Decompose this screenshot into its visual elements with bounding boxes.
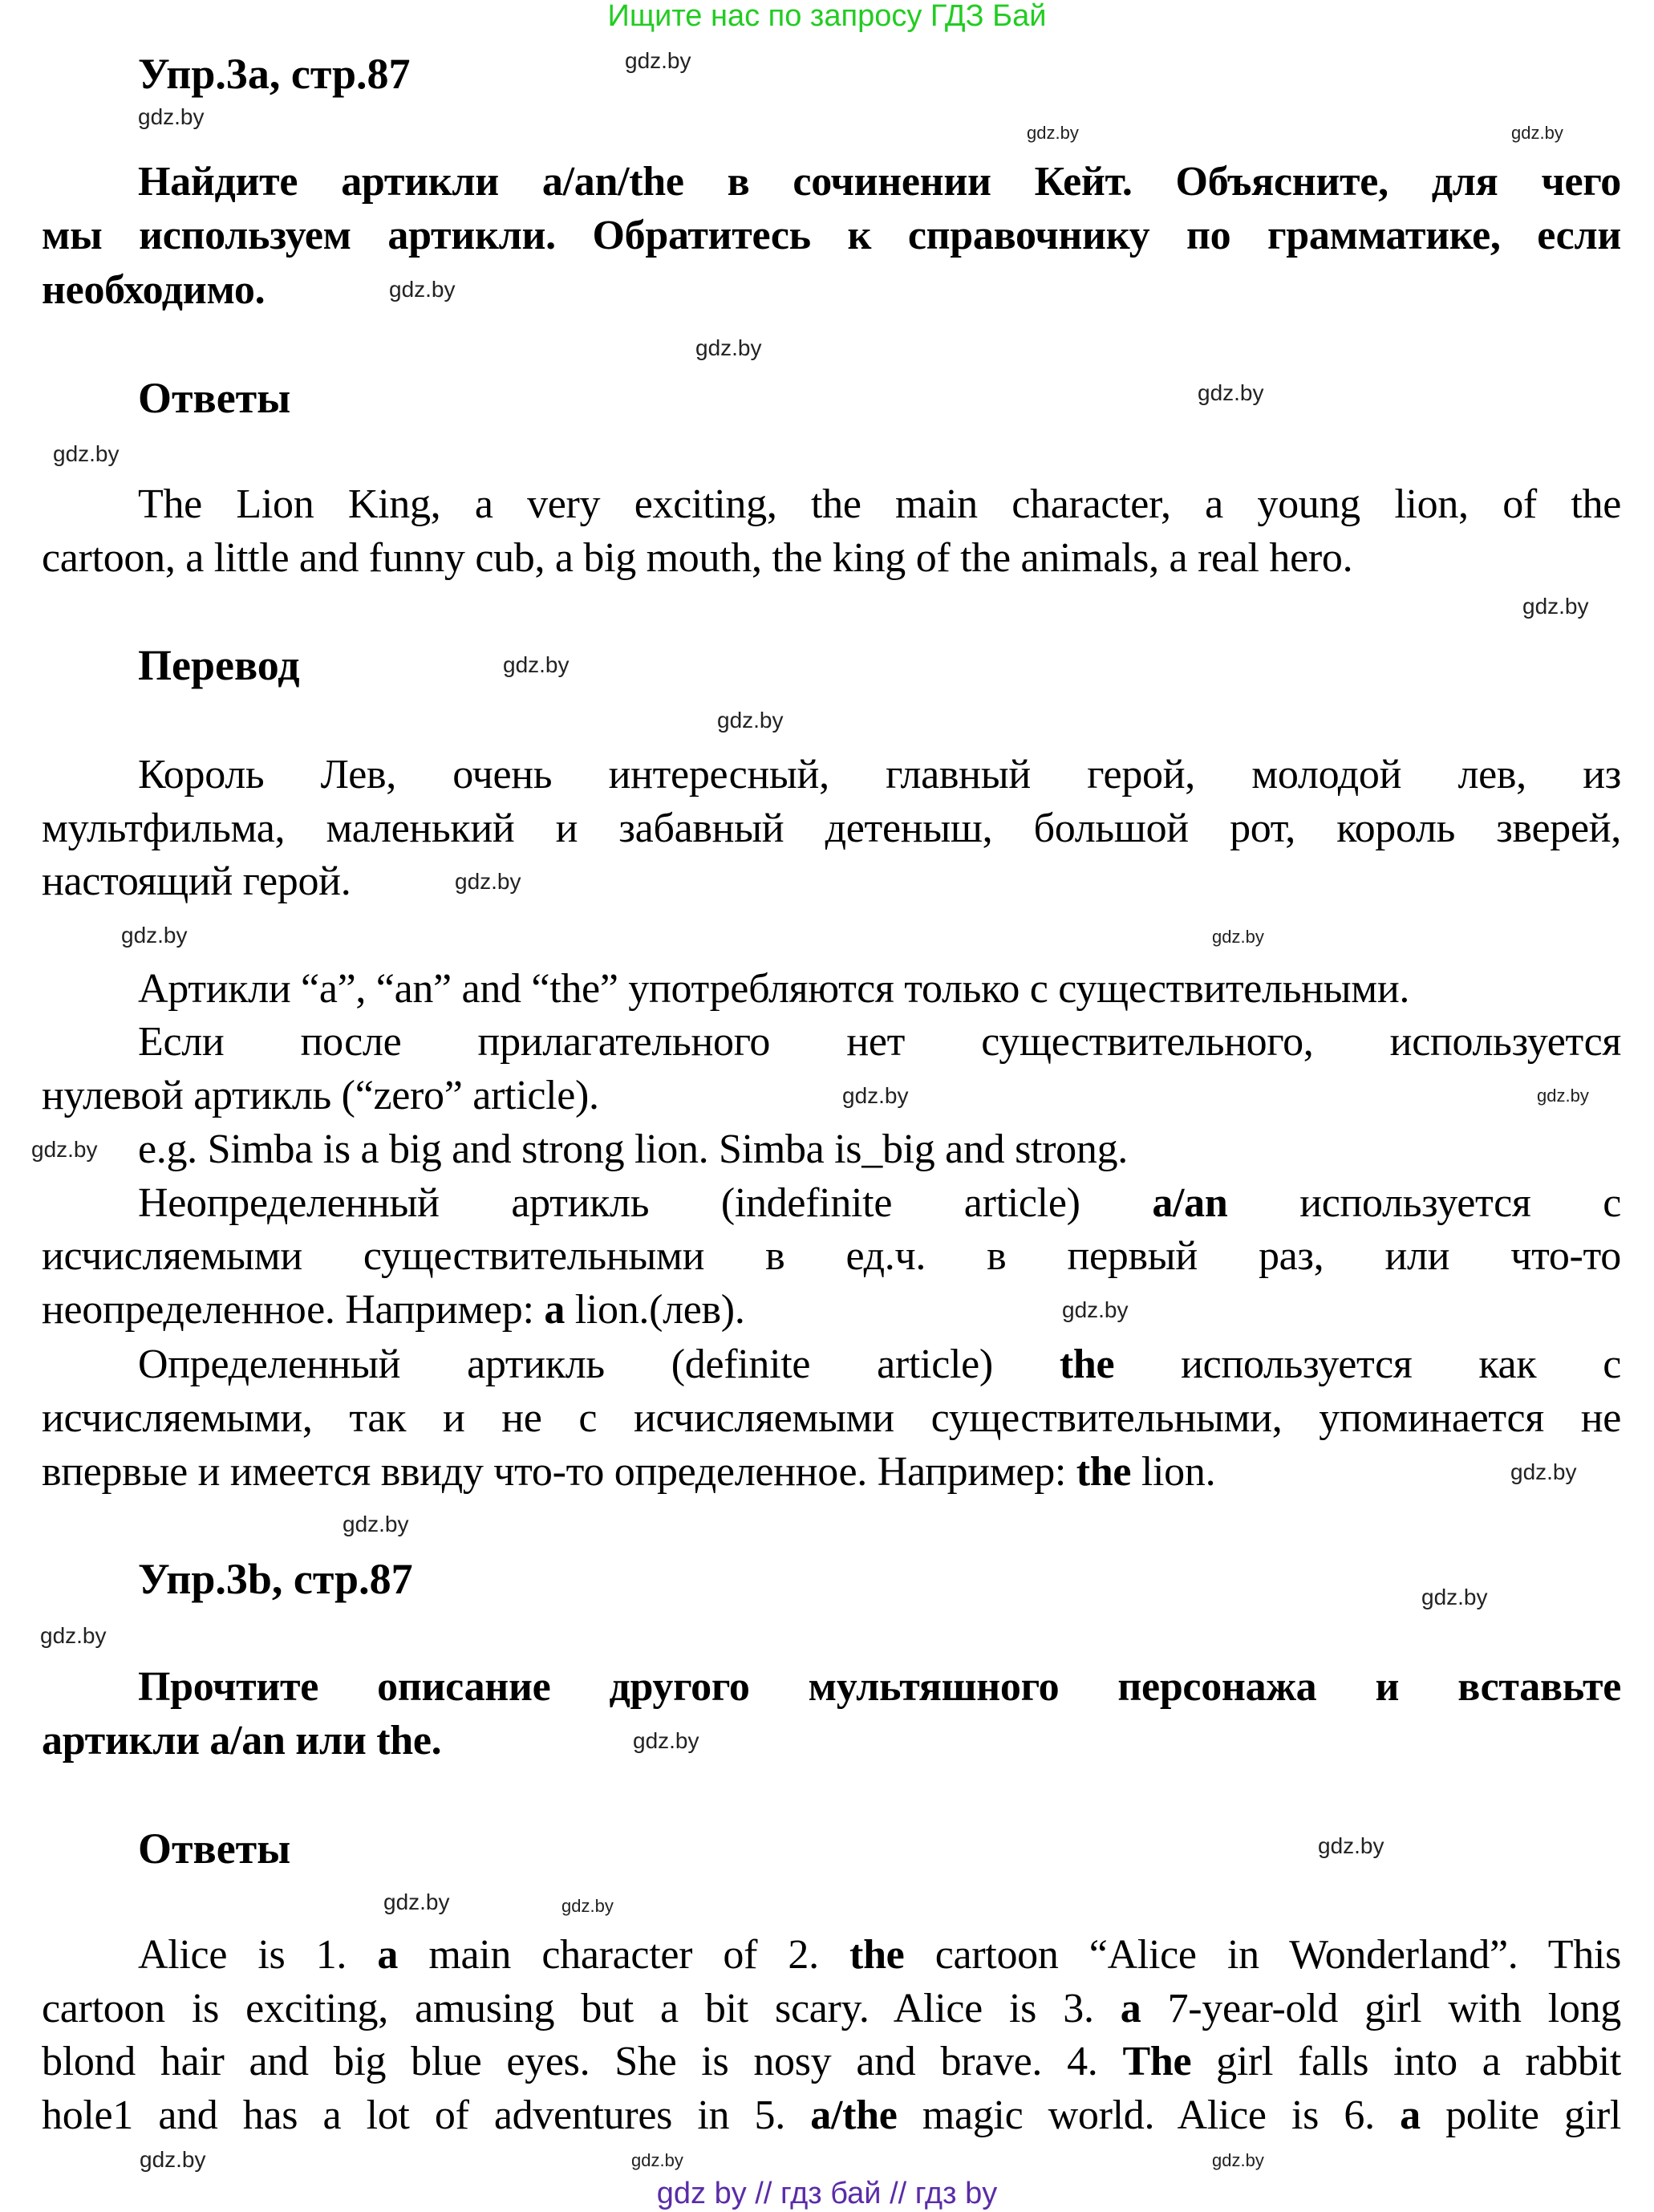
task-line: Прочтите описание другого мультяшного персонажа и вставьте [138,1664,1621,1710]
article-bold: a [1400,2092,1421,2138]
article-bold: a [1120,1986,1141,2031]
watermark: gdz.by [1062,1297,1129,1322]
translation-line: мультфильма, маленький и забавный детеныш, большой рот, король зверей, [42,806,1621,851]
article-bold: a/the [810,2092,898,2138]
text: main character of 2. [398,1932,850,1978]
text: hole1 and has a lot of adventures in 5. [42,2092,811,2138]
text: Определенный артикль (definite article) [138,1341,1060,1387]
note-line: Артикли “a”, “an” and “the” употребляются только с существительными. [138,966,1410,1012]
watermark: gdz.by [1511,123,1563,143]
watermark: gdz.by [503,652,570,677]
text: blond hair and big blue eyes. She is nosy and brave. 4. [42,2039,1123,2084]
answer-line [42,1929,1621,1982]
text: lion. [1131,1449,1216,1495]
watermark: gdz.by [138,104,205,129]
watermark: gdz.by [140,2147,206,2172]
text: 7-year-old girl with long [1141,1986,1621,2031]
translation-line: Король Лев, очень интересный, главный герой, молодой лев, из [138,752,1621,798]
text: Alice is 1. [138,1932,378,1978]
text: cartoon is exciting, amusing but a bit scary. Alice is 3. [42,1986,1121,2031]
watermark: gdz.by [1198,380,1264,405]
translation-heading: Перевод [138,641,300,689]
watermark: gdz.by [717,708,784,733]
watermark: gdz.by [631,2150,683,2170]
text: polite girl [1420,2092,1621,2138]
exercise-3b-title: Упр.3b, стр.87 [138,1555,413,1603]
article-bold: the [1076,1449,1132,1495]
article-bold: the [849,1932,905,1978]
text: неопределенное. Например: [42,1287,545,1333]
watermark: gdz.by [1522,594,1589,619]
watermark: gdz.by [1212,927,1264,947]
text: используется как с [1114,1341,1621,1387]
answer-line: The Lion King, a very exciting, the main character, a young lion, of the [138,481,1621,527]
article-bold: a/an [1152,1180,1228,1226]
watermark: gdz.by [1212,2150,1264,2170]
article-bold: a [377,1932,399,1978]
text: Неопределенный артикль (indefinite article) [138,1180,1153,1226]
note-line: исчисляемыми, так и не с исчисляемыми существительными, упоминается не [42,1395,1621,1441]
text: cartoon “Alice in Wonderland”. This [904,1932,1621,1978]
watermark: gdz.by [1027,123,1079,143]
exercise-3a-title: Упр.3а, стр.87 [138,50,411,98]
watermark: gdz.by [31,1137,98,1162]
note-line [42,1338,1621,1391]
note-line: Если после прилагательного нет существительного, используется [138,1019,1621,1065]
text: используется с [1227,1180,1621,1226]
text: girl falls into a rabbit [1191,2039,1621,2084]
note-line [42,1446,1215,1499]
answer-line [42,2035,1621,2088]
watermark: gdz.by [633,1728,699,1753]
answers-heading: Ответы [138,374,291,422]
watermark: gdz.by [40,1623,107,1648]
article-bold: a [544,1287,566,1333]
note-example: e.g. Simba is a big and strong lion. Simba is_big and strong. [138,1126,1128,1172]
note-line [42,1177,1621,1230]
answers-heading: Ответы [138,1824,291,1873]
watermark: gdz.by [53,441,120,466]
task-line: необходимо. [42,267,266,313]
note-line: исчисляемыми существительными в ед.ч. в первый раз, или что-то [42,1233,1621,1279]
translation-line: настоящий герой. [42,858,351,904]
watermark: gdz.by [343,1512,409,1536]
watermark: gdz.by [1537,1086,1589,1106]
answer-line [42,2089,1621,2142]
article-bold: The [1122,2039,1192,2084]
watermark: gdz.by [842,1083,909,1108]
watermark: gdz.by [121,923,188,948]
footer-banner: gdz by // гдз бай // гдз by [656,2177,998,2210]
search-banner: Ищите нас по запросу ГДЗ Бай [607,0,1047,33]
task-line: Найдите артикли a/an/the в сочинении Кейт. Объясните, для чего [138,159,1621,205]
article-bold: the [1059,1341,1115,1387]
text: magic world. Alice is 6. [897,2092,1401,2138]
watermark: gdz.by [1510,1459,1577,1484]
watermark: gdz.by [383,1889,450,1914]
watermark: gdz.by [695,335,762,360]
watermark: gdz.by [561,1896,614,1916]
task-line: артикли a/an или the. [42,1718,442,1764]
watermark: gdz.by [389,277,456,302]
text: впервые и имеется ввиду что-то определенное. Например: [42,1449,1076,1495]
note-line: нулевой артикль (“zero” article). [42,1073,599,1118]
watermark: gdz.by [1318,1833,1384,1858]
watermark: gdz.by [625,48,691,73]
text: lion.(лев). [565,1287,745,1333]
watermark: gdz.by [1421,1585,1488,1609]
answer-line: cartoon, a little and funny cub, a big mouth, the king of the animals, a real hero. [42,535,1353,581]
watermark: gdz.by [455,869,521,894]
task-line: мы используем артикли. Обратитесь к справочнику по грамматике, если [42,213,1621,258]
note-line [42,1284,745,1337]
answer-line [42,1983,1621,2035]
